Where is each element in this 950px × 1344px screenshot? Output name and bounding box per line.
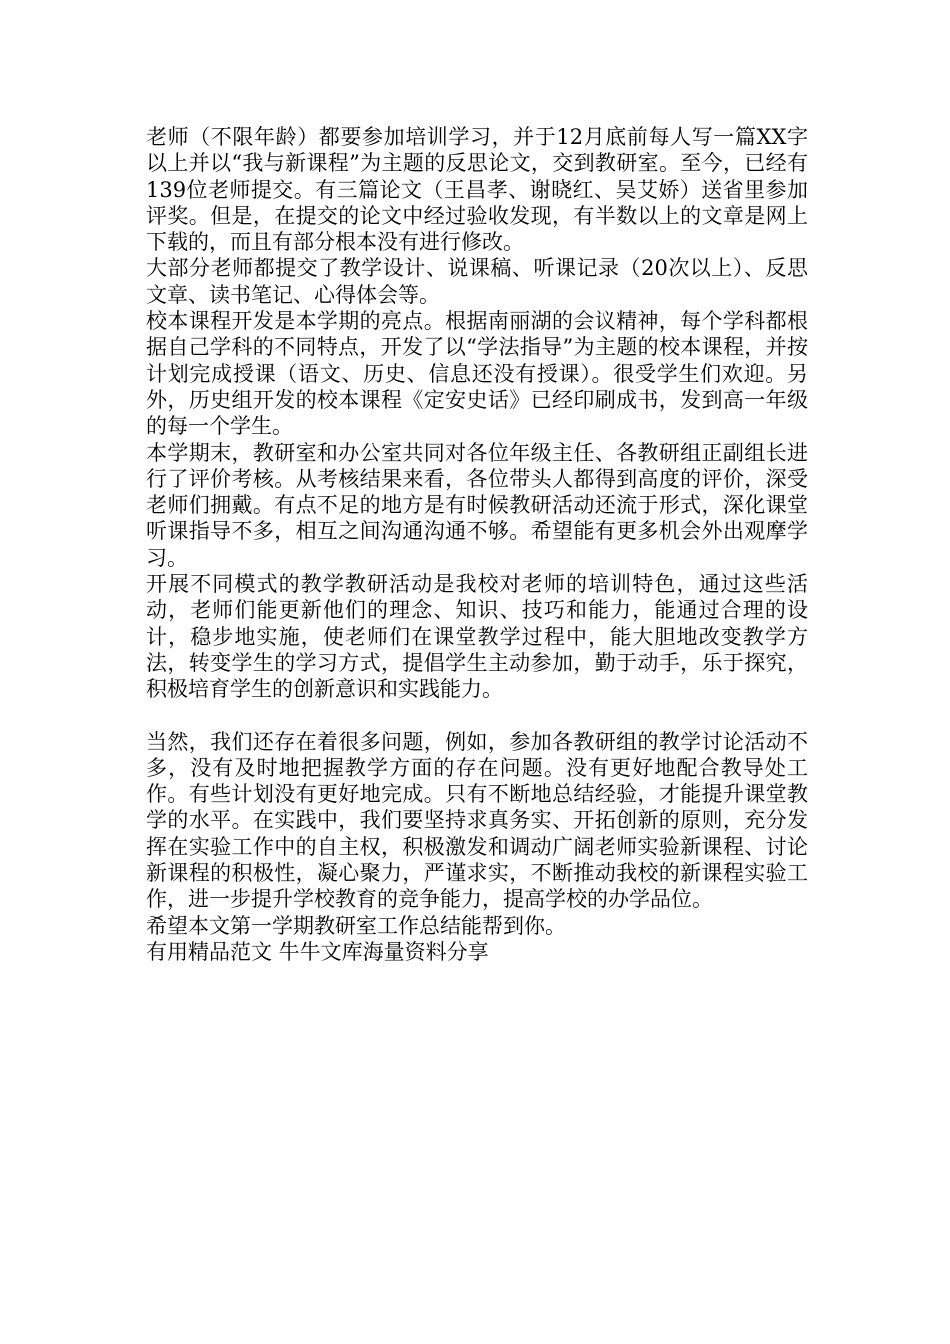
footer-line: 有用精品范文 牛牛文库海量资料分享 — [146, 939, 489, 964]
document-body — [146, 124, 808, 965]
paragraph-submissions: 大部分老师都提交了教学设计、说课稿、听课记录（20次以上）、反思文章、读书笔记、心得体会等。 — [146, 256, 808, 307]
paragraph-evaluation: 本学期末，教研室和办公室共同对各位年级主任、各教研组正副组长进行了评价考核。从考核结果来看，各位带头人都得到高度的评价，深受老师们拥戴。有点不足的地方是有时候教研活动还流于形式，深化课堂听课指导不多，相互之间沟通沟通不够。希望能有更多机会外出观摩学习。 — [146, 440, 808, 570]
paragraph-school-curriculum: 校本课程开发是本学期的亮点。根据南丽湖的会议精神，每个学科都根据自己学科的不同特点，开发了以“学法指导”为主题的校本课程，并按计划完成授课（语文、历史、信息还没有授课）。很受学生们欢迎。另外，历史组开发的校本课程《定安史话》已经印刷成书，发到高一年级的每一个学生。 — [146, 309, 808, 439]
paragraph-training: 老师（不限年龄）都要参加培训学习，并于12月底前每人写一篇XX字以上并以“我与新课程”为主题的反思论文，交到教研室。至今，已经有139位老师提交。有三篇论文（王昌孝、谢晓红、吴艾娇）送省里参加评奖。但是，在提交的论文中经过验收发现，有半数以上的文章是网上下载的，而且有部分根本没有进行修改。 — [146, 125, 808, 255]
paragraph-problems: 当然，我们还存在着很多问题，例如，参加各教研组的教学讨论活动不多，没有及时地把握教学方面的存在问题。没有更好地配合教导处工作。有些计划没有更好地完成。只有不断地总结经验，才能提升课堂教学的水平。在实践中，我们要坚持求真务实、开拓创新的原则，充分发挥在实验工作中的自主权，积极激发和调动广阔老师实验新课程、讨论新课程的积极性，凝心聚力，严谨求实，不断推动我校的新课程实验工作，进一步提升学校教育的竞争能力，提高学校的办学品位。 — [146, 729, 808, 912]
closing-line: 希望本文第一学期教研室工作总结能帮到你。 — [146, 913, 566, 938]
paragraph-teaching-activities: 开展不同模式的教学教研活动是我校对老师的培训特色，通过这些活动，老师们能更新他们的理念、知识、技巧和能力，能通过合理的设计，稳步地实施，使老师们在课堂教学过程中，能大胆地改变教学方法，转变学生的学习方式，提倡学生主动参加，勤于动手，乐于探究，积极培育学生的创新意识和实践能力。 — [146, 572, 808, 702]
